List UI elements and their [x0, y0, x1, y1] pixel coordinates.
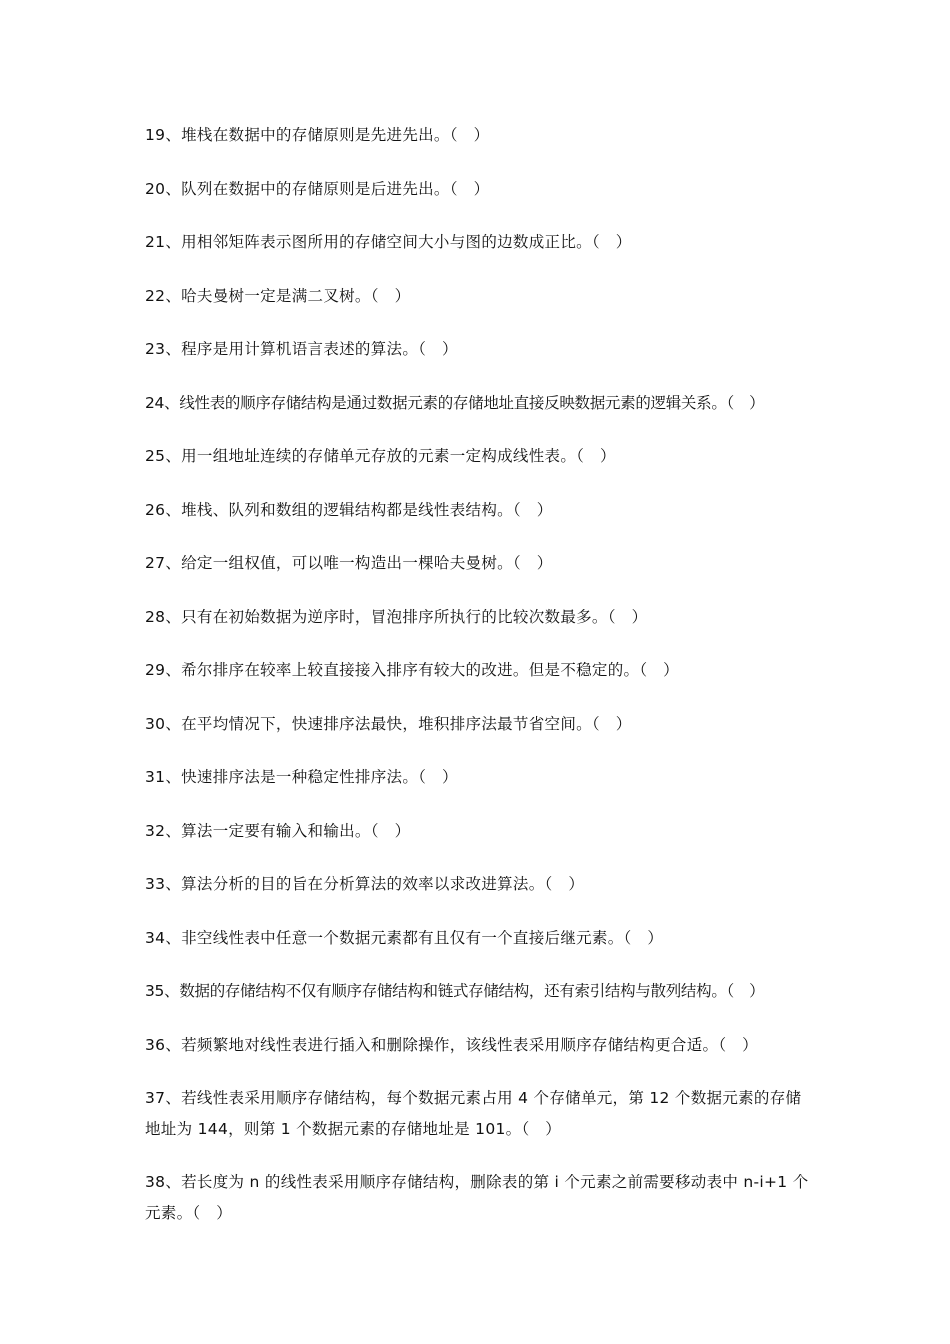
question-31: 31、快速排序法是一种稳定性排序法。（ ）	[145, 768, 458, 786]
question-24: 24、线性表的顺序存储结构是通过数据元素的存储地址直接反映数据元素的逻辑关系。（ ）	[145, 393, 765, 412]
question-33: 33、算法分析的目的旨在分析算法的效率以求改进算法。（ ）	[145, 875, 585, 893]
question-23: 23、程序是用计算机语言表述的算法。（ ）	[145, 340, 458, 358]
question-34: 34、非空线性表中任意一个数据元素都有且仅有一个直接后继元素。（ ）	[145, 928, 664, 947]
question-28: 28、只有在初始数据为逆序时，冒泡排序所执行的比较次数最多。（ ）	[145, 607, 648, 626]
question-20: 20、队列在数据中的存储原则是后进先出。（ ）	[145, 179, 490, 198]
question-32: 32、算法一定要有输入和输出。（ ）	[145, 821, 411, 840]
question-29: 29、希尔排序在较率上较直接接入排序有较大的改进。但是不稳定的。（ ）	[145, 661, 679, 679]
question-36: 36、若频繁地对线性表进行插入和删除操作，该线性表采用顺序存储结构更合适。（ ）	[145, 1035, 758, 1054]
question-37: 37、若线性表采用顺序存储结构，每个数据元素占用 4 个存储单元，第 12 个数据元素的存储地址为 144，则第 1 个数据元素的存储地址是 101。（ ）	[145, 1089, 802, 1138]
question-26: 26、堆栈、队列和数组的逻辑结构都是线性表结构。（ ）	[145, 500, 553, 519]
question-35: 35、数据的存储结构不仅有顺序存储结构和链式存储结构，还有索引结构与散列结构。（ ）	[145, 982, 765, 1000]
question-27: 27、给定一组权值，可以唯一构造出一棵哈夫曼树。（ ）	[145, 554, 553, 572]
question-19: 19、堆栈在数据中的存储原则是先进先出。（ ）	[145, 126, 490, 144]
question-38: 38、若长度为 n 的线性表采用顺序存储结构，删除表的第 i 个元素之前需要移动表中 n-i+1 个元素。（ ）	[145, 1173, 809, 1222]
question-22: 22、哈夫曼树一定是满二叉树。（ ）	[145, 286, 411, 305]
question-21: 21、用相邻矩阵表示图所用的存储空间大小与图的边数成正比。（ ）	[145, 233, 632, 251]
question-list	[145, 120, 810, 1251]
question-30: 30、在平均情况下，快速排序法最快，堆积排序法最节省空间。（ ）	[145, 714, 632, 733]
question-25: 25、用一组地址连续的存储单元存放的元素一定构成线性表。（ ）	[145, 447, 616, 465]
